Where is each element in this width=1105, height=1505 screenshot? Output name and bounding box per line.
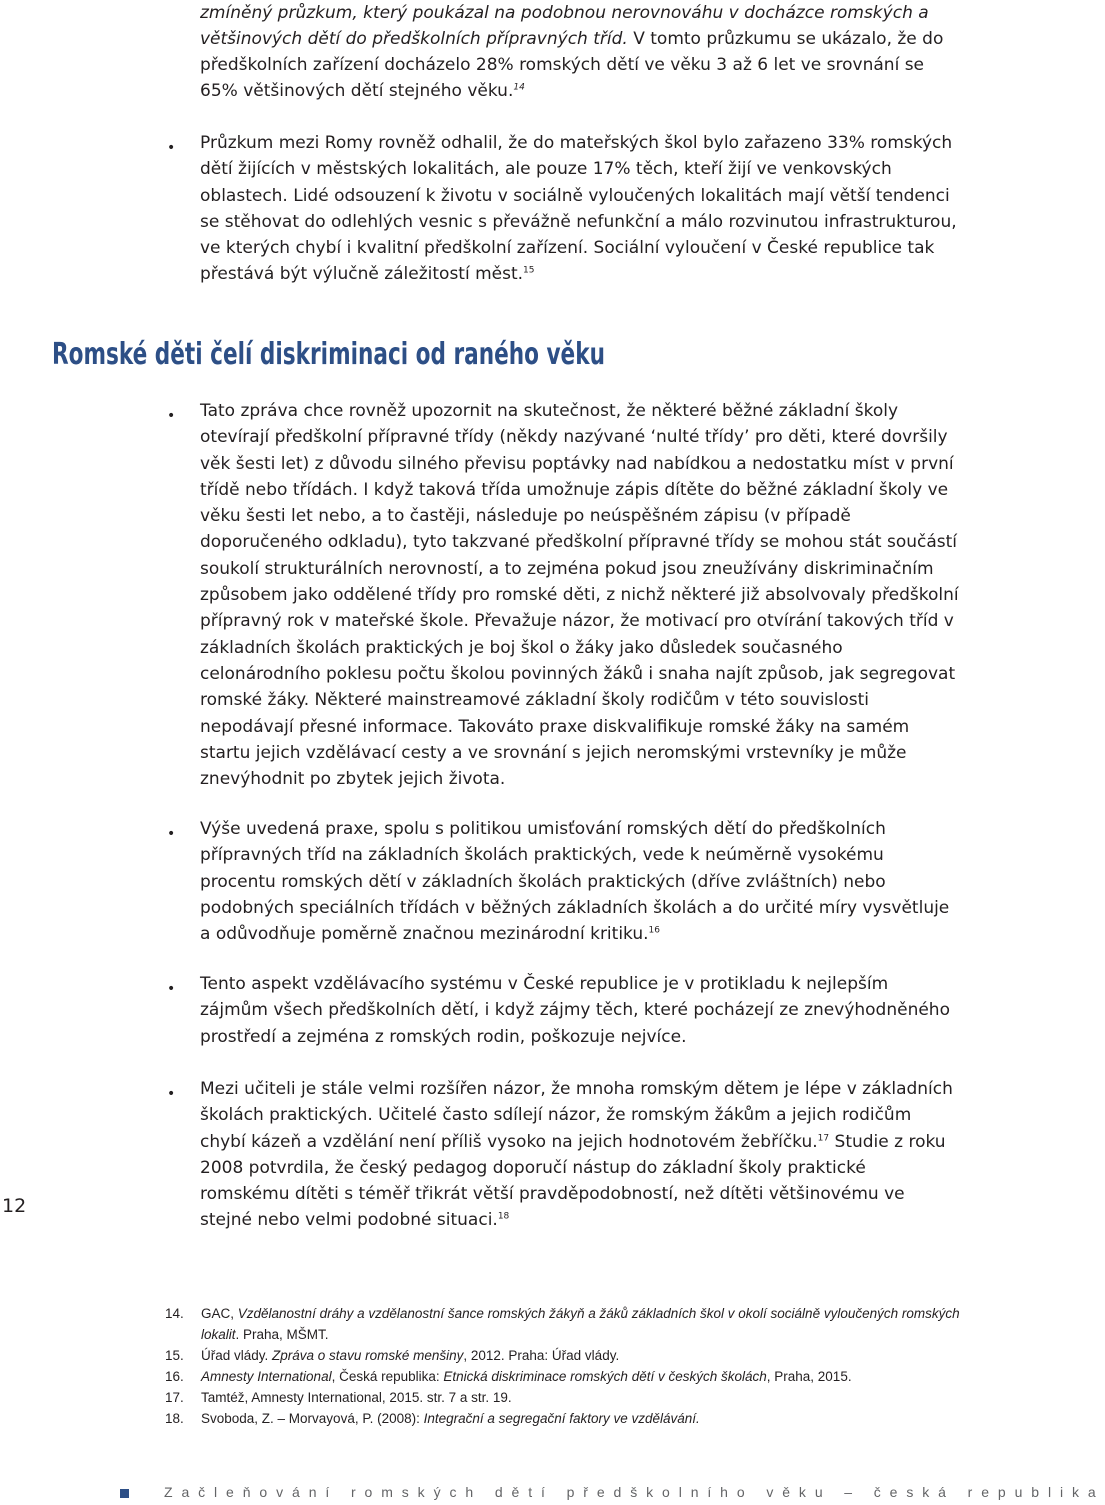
footnote-text: . Praha, MŠMT. bbox=[235, 1327, 329, 1342]
bullet-paragraph-4 bbox=[200, 971, 960, 1050]
bullet-paragraph-3 bbox=[200, 816, 960, 947]
footnote-title: Zpráva o stavu romské menšiny bbox=[272, 1348, 464, 1363]
bullet-marker: • bbox=[167, 1086, 176, 1102]
bullet-5-text-a: Mezi učiteli je stále velmi rozšířen názor, že mnoha romským dětem je lépe v základních školách praktických. Učitelé často sdílejí názor, že romským žákům a jejich rodičům chybí kázeň a vzdělání není příliš vysoko na jejich hodnotovém žebříčku. bbox=[200, 1079, 953, 1152]
footnote-text: , Praha, 2015. bbox=[766, 1369, 852, 1384]
intro-normal-text: V tomto průzkumu se ukázalo, že do předškolních zařízení docházelo 28% romských dětí ve věku 3 až 6 let ve srovnání se 65% většinových dětí stejného věku. bbox=[200, 29, 944, 101]
footnote-number: 17. bbox=[165, 1390, 184, 1405]
section-title: Romské děti čelí diskriminaci od raného věku bbox=[52, 337, 605, 372]
bullet-marker: • bbox=[167, 140, 176, 156]
footnote-title: Integrační a segregační faktory ve vzdělávání. bbox=[423, 1411, 700, 1426]
page-footer bbox=[120, 1484, 1105, 1504]
footnote-ref-14: 14 bbox=[513, 82, 525, 93]
footnote-item bbox=[165, 1303, 960, 1345]
footnote-text: , Česká republika: bbox=[331, 1369, 444, 1384]
intro-paragraph bbox=[200, 0, 960, 104]
footnote-ref-17: 17 bbox=[817, 1132, 830, 1143]
bullet-2-text: Tato zpráva chce rovněž upozornit na skutečnost, že některé běžné základní školy otevírají předškolní přípravné třídy (někdy nazývané ‘nulté třídy’ pro děti, které dovršily věk šesti let) z důvodu silného převisu poptávky nad nabídkou a nedostatku míst v první třídě nebo třídách. I když taková třída umožnuje zápis dítěte do běžné základní školy ve věku šesti let nebo, a to častěji, následuje po neúspěšném zápisu (v případě doporučeného odkladu), tyto takzvané předškolní přípravné třídy se mohou stát součástí soukolí strukturálních nerovností, a to zejména pokud jsou zneužívány diskriminačním způsobem jako oddělené třídy pro romské děti, z nichž některé již absolvovaly předškolní přípravný rok v mateřské škole. Převažuje názor, že motivací pro otvírání takových tříd v základních školách praktických je boj škol o žáky jako důsledek současného celonárodního poklesu počtu školou povinných žáků i snaha najít způsob, jak segregovat romské žáky. Některé mainstreamové základní školy rodičům v této souvislosti nepodávají přesné informace. Takováto praxe diskvalifikuje romské žáky na samém startu jejich vzdělávací cesty a ve srovnání s jejich neromskými vrstevníky je může znevýhodnit po zbytek jejich života. bbox=[200, 401, 959, 790]
footnote-item bbox=[165, 1387, 960, 1408]
footnote-ref-16: 16 bbox=[648, 925, 660, 936]
page-number: 12 bbox=[2, 1195, 27, 1217]
footnote-title: Etnická diskriminace romských dětí v českých školách bbox=[443, 1369, 767, 1384]
bullet-4-text: Tento aspekt vzdělávacího systému v České republice je v protikladu k nejlepším zájmům všech předškolních dětí, i když zájmy těch, které pocházejí ze znevýhodněného prostředí a zejména z romských rodin, poškozuje nejvíce. bbox=[200, 974, 950, 1047]
bullet-3-text: Výše uvedená praxe, spolu s politikou umisťování romských dětí do předškolních přípravných tříd na základních školách praktických, vede k neúměrně vysokému procentu romských dětí v základních školách praktických (dříve zvláštních) nebo podobných speciálních třídách v běžných základních školách a do určité míry vysvětluje a odůvodňuje poměrně značnou mezinárodní kritiku. bbox=[200, 819, 950, 945]
bullet-1-text: Průzkum mezi Romy rovněž odhalil, že do mateřských škol bylo zařazeno 33% romských dětí žijících v městských lokalitách, ale pouze 17% těch, kteří žijí ve venkovských oblastech. Lidé odsouzení k životu v sociálně vyloučených lokalitách mají větší tendenci se stěhovat do odlehlých vesnic s převážně nefunkční a málo rozvinutou infrastrukturou, ve kterých chybí i kvalitní předškolní zařízení. Sociální vyloučení v České republice tak přestává být výlučně záležitostí měst. bbox=[200, 133, 957, 285]
footnote-item bbox=[165, 1345, 960, 1366]
bullet-paragraph-1 bbox=[200, 130, 960, 288]
bullet-marker: • bbox=[167, 408, 176, 424]
bullet-paragraph-5 bbox=[200, 1076, 960, 1234]
footnote-text: Svoboda, Z. – Morvayová, P. (2008): bbox=[201, 1411, 424, 1426]
footnote-number: 18. bbox=[165, 1411, 184, 1426]
footer-text: Začleňování romských dětí předškolního věku – česká republika bbox=[164, 1484, 1105, 1500]
footnote-text: , 2012. Praha: Úřad vlády. bbox=[463, 1348, 620, 1363]
footnote-text: Úřad vlády. bbox=[201, 1348, 273, 1363]
footnote-item bbox=[165, 1366, 960, 1387]
footnote-text: Tamtéž, Amnesty International, 2015. str. 7 a str. 19. bbox=[201, 1390, 512, 1405]
footnote-author: Amnesty International bbox=[201, 1369, 332, 1384]
footnote-number: 15. bbox=[165, 1348, 184, 1363]
footnote-item bbox=[165, 1408, 960, 1429]
bullet-5-text-b: Studie z roku 2008 potvrdila, že český pedagog doporučí nástup do základní školy praktické romskému dítěti s téměř třikrát větší pravděpodobností, než dítěti většinovému ve stejné nebo velmi podobné situaci. bbox=[200, 1131, 946, 1231]
footnote-title: Vzdělanostní dráhy a vzdělanostní šance romských žákyň a žáků základních škol v okolí sociálně vyloučených romských lokalit bbox=[201, 1306, 960, 1342]
footnote-number: 16. bbox=[165, 1369, 184, 1384]
footnote-ref-15: 15 bbox=[523, 265, 535, 276]
bullet-paragraph-2 bbox=[200, 398, 960, 792]
intro-italic-text: zmíněný průzkum, který poukázal na podobnou nerovnováhu v docházce romských a většinových dětí do předškolních přípravných tříd. bbox=[200, 3, 929, 49]
footnote-ref-18: 18 bbox=[497, 1211, 510, 1222]
footnotes bbox=[165, 1303, 960, 1429]
footer-square-icon bbox=[120, 1489, 129, 1498]
footnote-text: GAC, bbox=[201, 1306, 238, 1321]
bullet-marker: • bbox=[167, 981, 176, 997]
bullet-marker: • bbox=[167, 826, 176, 842]
footnote-number: 14. bbox=[165, 1306, 184, 1321]
